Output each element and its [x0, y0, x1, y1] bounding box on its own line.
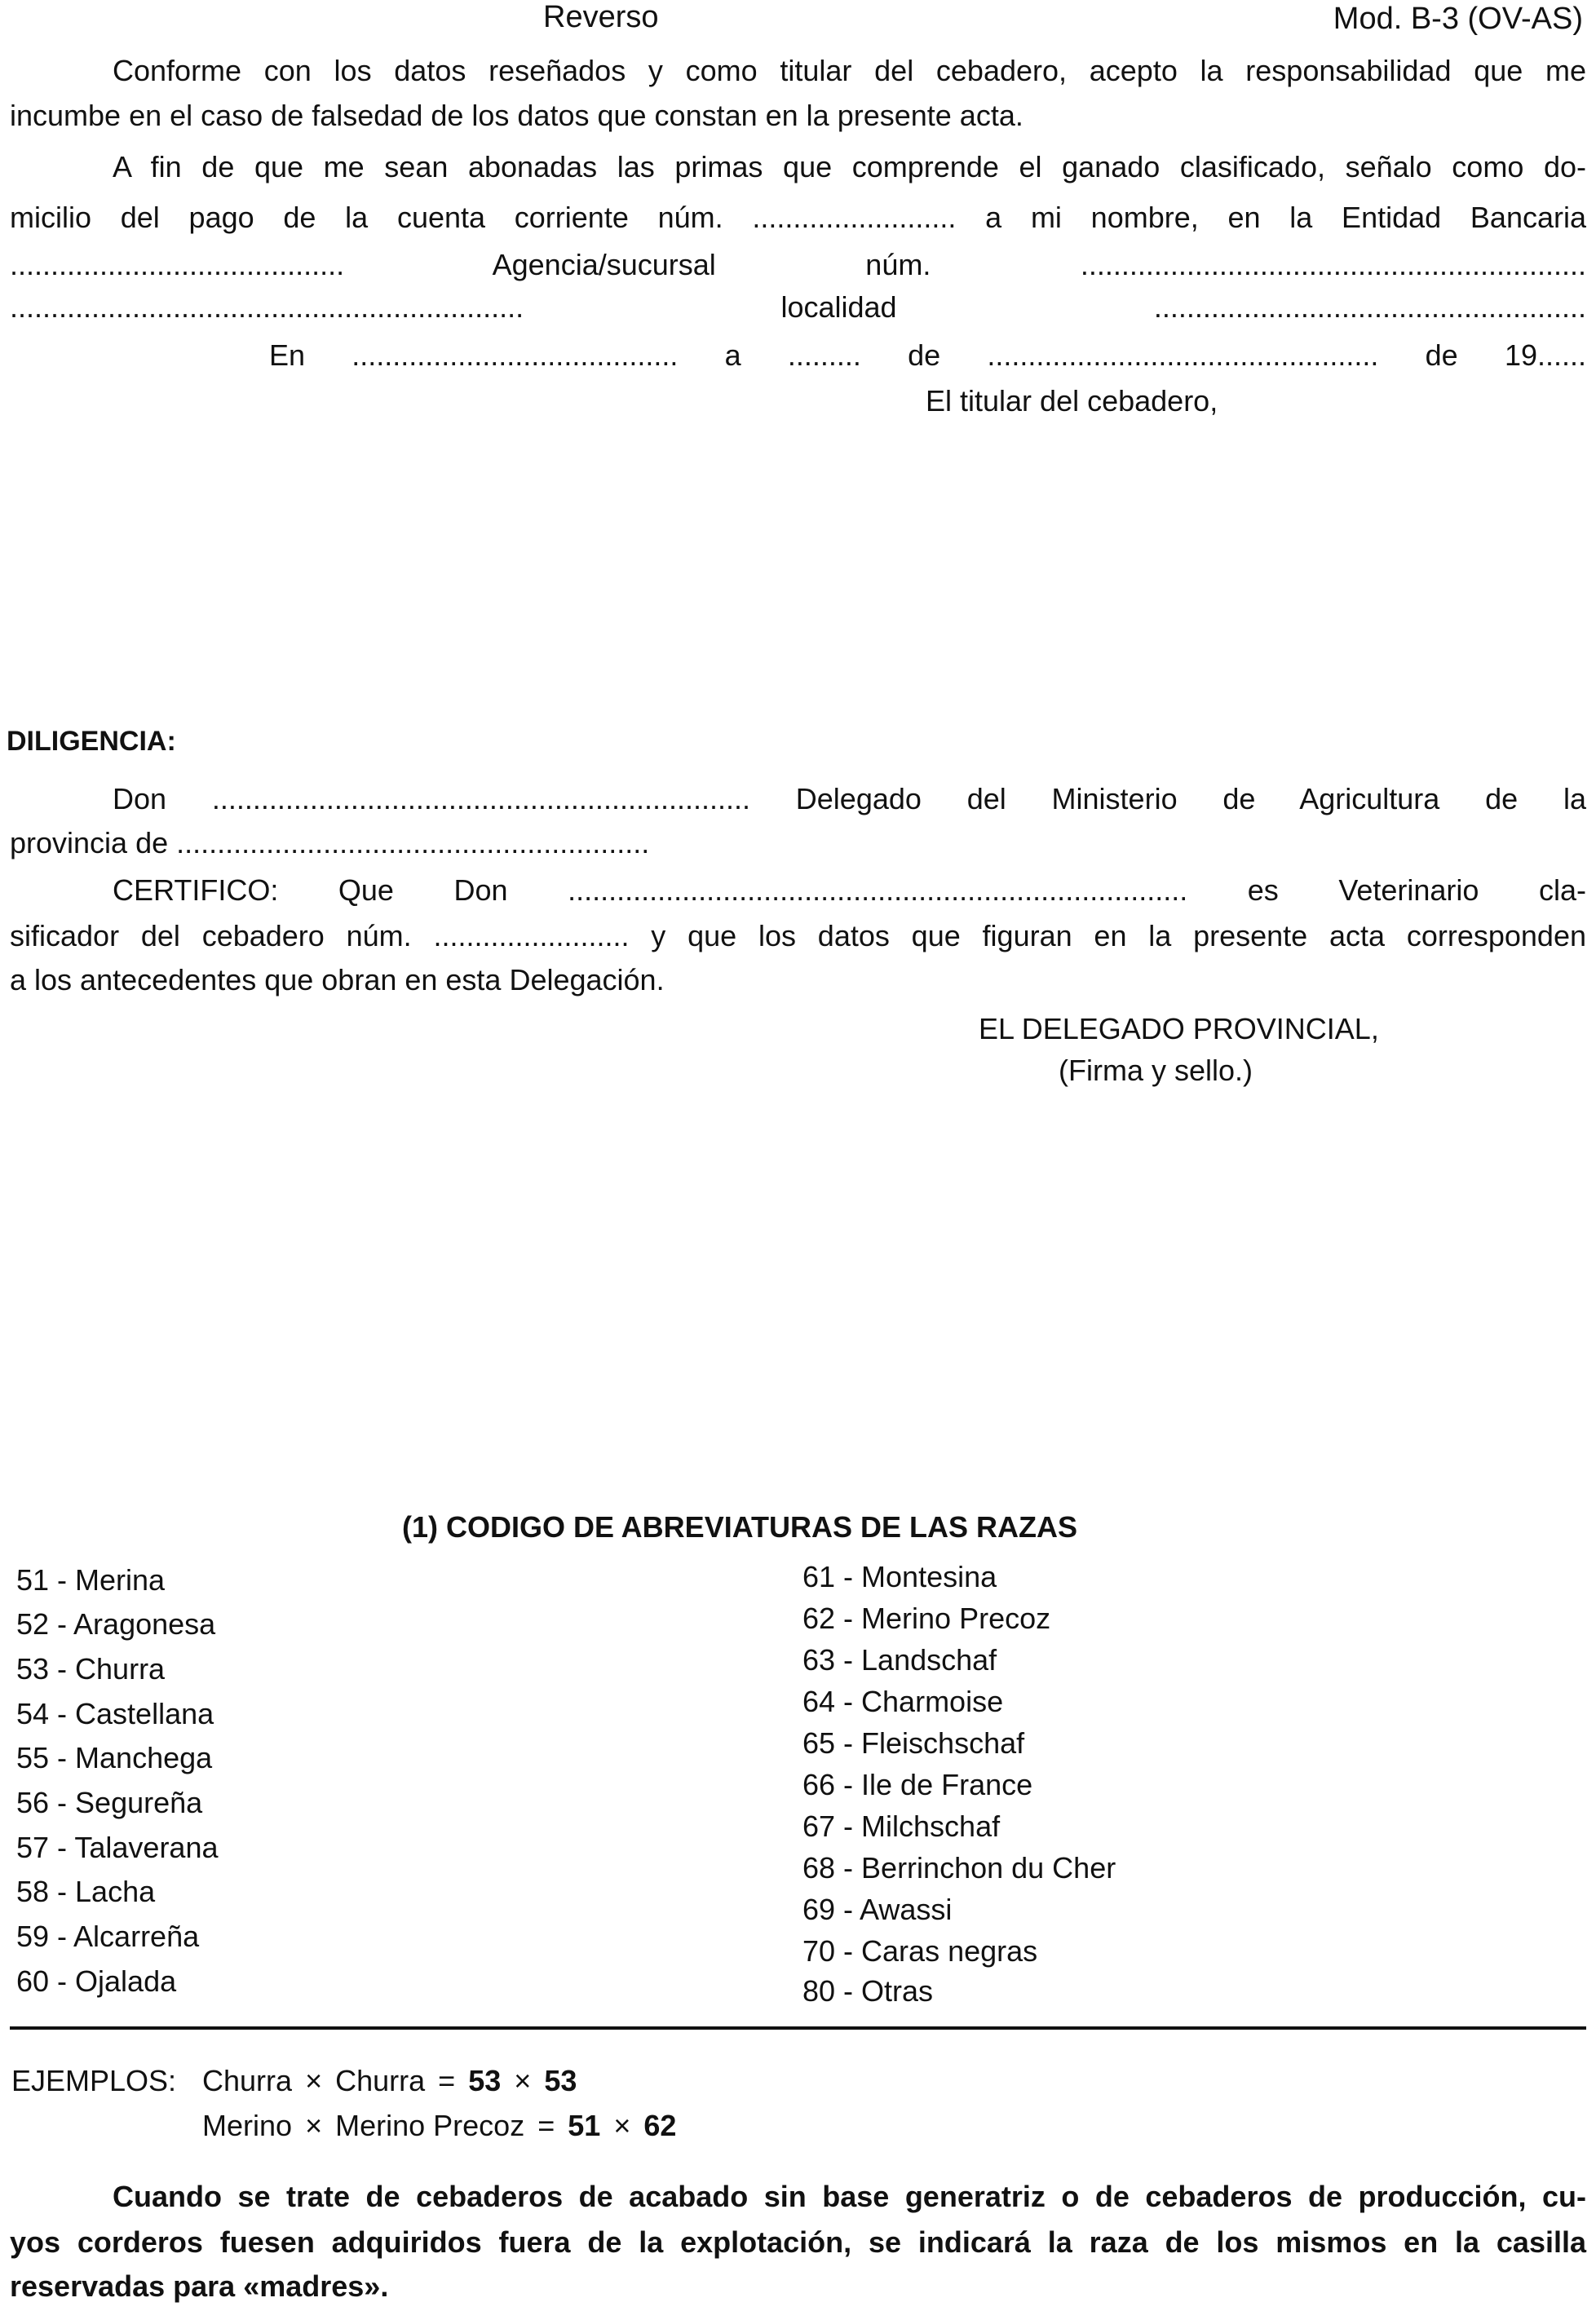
example-2-breed-a: Merino: [202, 2109, 293, 2142]
example-1-code-b: 53: [544, 2064, 577, 2097]
equals-sign: =: [438, 2064, 456, 2097]
page-side-label: Reverso: [543, 0, 659, 34]
note-line-2: yos corderos fuesen adquiridos fuera de la explotación, se indicará la raza de los mismos en la casilla: [10, 2225, 1586, 2259]
breed-code-item: 52 - Aragonesa: [16, 1607, 216, 1641]
province-field[interactable]: provincia de ..........................................................: [10, 826, 650, 859]
breed-code-item: 58 - Lacha: [16, 1875, 156, 1908]
breed-code-item: 59 - Alcarreña: [16, 1920, 200, 1953]
times-sign: ×: [514, 2064, 532, 2097]
note-line-3: reservadas para «madres».: [10, 2269, 389, 2303]
breed-code-item: 61 - Montesina: [802, 1560, 997, 1593]
place-date-field[interactable]: En ........................................ a ......... de ................................................ de 19......: [269, 338, 1586, 372]
breed-code-item: 65 - Fleischschaf: [802, 1726, 1025, 1760]
example-2-code-a: 51: [568, 2109, 601, 2142]
example-1-breed-b: Churra: [335, 2064, 426, 2097]
signature-seal-note: (Firma y sello.): [1059, 1054, 1253, 1087]
times-sign: ×: [613, 2109, 631, 2142]
times-sign: ×: [305, 2109, 323, 2142]
example-2-breed-b: Merino Precoz: [335, 2109, 525, 2142]
section-divider: [10, 2026, 1586, 2030]
feedlot-number-field[interactable]: sificador del cebadero núm. ........................ y que los datos que figuran en la presente acta corresponden: [10, 919, 1586, 952]
breed-code-item: 57 - Talaverana: [16, 1831, 219, 1864]
breed-code-item: 80 - Otras: [802, 1974, 934, 2008]
breed-code-item: 63 - Landschaf: [802, 1643, 997, 1677]
delegate-name-field[interactable]: Don .................................................................. Delegado del Ministerio de Agricultura de la: [113, 782, 1586, 815]
delegate-signature-title: EL DELEGADO PROVINCIAL,: [979, 1012, 1379, 1045]
breed-code-item: 53 - Churra: [16, 1652, 166, 1686]
breed-code-item: 60 - Ojalada: [16, 1964, 177, 1998]
example-1-code-a: 53: [468, 2064, 502, 2097]
example-1-breed-a: Churra: [202, 2064, 293, 2097]
note-line-1: Cuando se trate de cebaderos de acabado sin base generatriz o de cebaderos de producción, cu-: [113, 2180, 1586, 2213]
form-model-number: Mod. B-3 (OV-AS): [1333, 2, 1583, 36]
example-2: [202, 2108, 676, 2144]
example-2-code-b: 62: [643, 2109, 677, 2142]
breed-code-item: 67 - Milchschaf: [802, 1809, 1001, 1843]
breed-code-item: 68 - Berrinchon du Cher: [802, 1851, 1116, 1885]
breed-code-item: 69 - Awassi: [802, 1893, 953, 1926]
locality-field[interactable]: ............................................................... localidad .....................................................: [10, 290, 1586, 324]
breed-code-item: 70 - Caras negras: [802, 1934, 1038, 1968]
breed-code-item: 64 - Charmoise: [802, 1685, 1004, 1718]
declaration-line-3: A fin de que me sean abonadas las primas que comprende el ganado clasificado, señalo como do-: [113, 150, 1586, 183]
breed-code-item: 62 - Merino Precoz: [802, 1602, 1051, 1635]
diligencia-line-5: a los antecedentes que obran en esta Delegación.: [10, 963, 665, 996]
equals-sign: =: [537, 2109, 555, 2142]
breed-code-item: 56 - Segureña: [16, 1786, 203, 1819]
declaration-line-2: incumbe en el caso de falsedad de los datos que constan en la presente acta.: [10, 99, 1023, 132]
holder-signature-label: El titular del cebadero,: [926, 384, 1218, 418]
times-sign: ×: [305, 2064, 323, 2097]
breed-codes-title: (1) CODIGO DE ABREVIATURAS DE LAS RAZAS: [402, 1510, 1078, 1544]
breed-code-item: 54 - Castellana: [16, 1697, 214, 1730]
examples-label: EJEMPLOS:: [11, 2064, 177, 2097]
declaration-line-1: Conforme con los datos reseñados y como titular del cebadero, acepto la responsabilidad que me: [113, 54, 1586, 87]
bank-account-field[interactable]: micilio del pago de la cuenta corriente núm. ......................... a mi nombre, en la Entidad Bancaria: [10, 201, 1586, 234]
breed-code-item: 66 - Ile de France: [802, 1768, 1033, 1801]
diligencia-heading: DILIGENCIA:: [7, 726, 176, 757]
veterinarian-name-field[interactable]: CERTIFICO: Que Don ............................................................................ es Veterinario cla-: [113, 873, 1586, 907]
breed-code-item: 51 - Merina: [16, 1563, 166, 1597]
branch-number-field[interactable]: ......................................... Agencia/sucursal núm. ..............................................................: [10, 248, 1586, 281]
breed-code-item: 55 - Manchega: [16, 1741, 213, 1774]
example-1: [202, 2063, 577, 2099]
